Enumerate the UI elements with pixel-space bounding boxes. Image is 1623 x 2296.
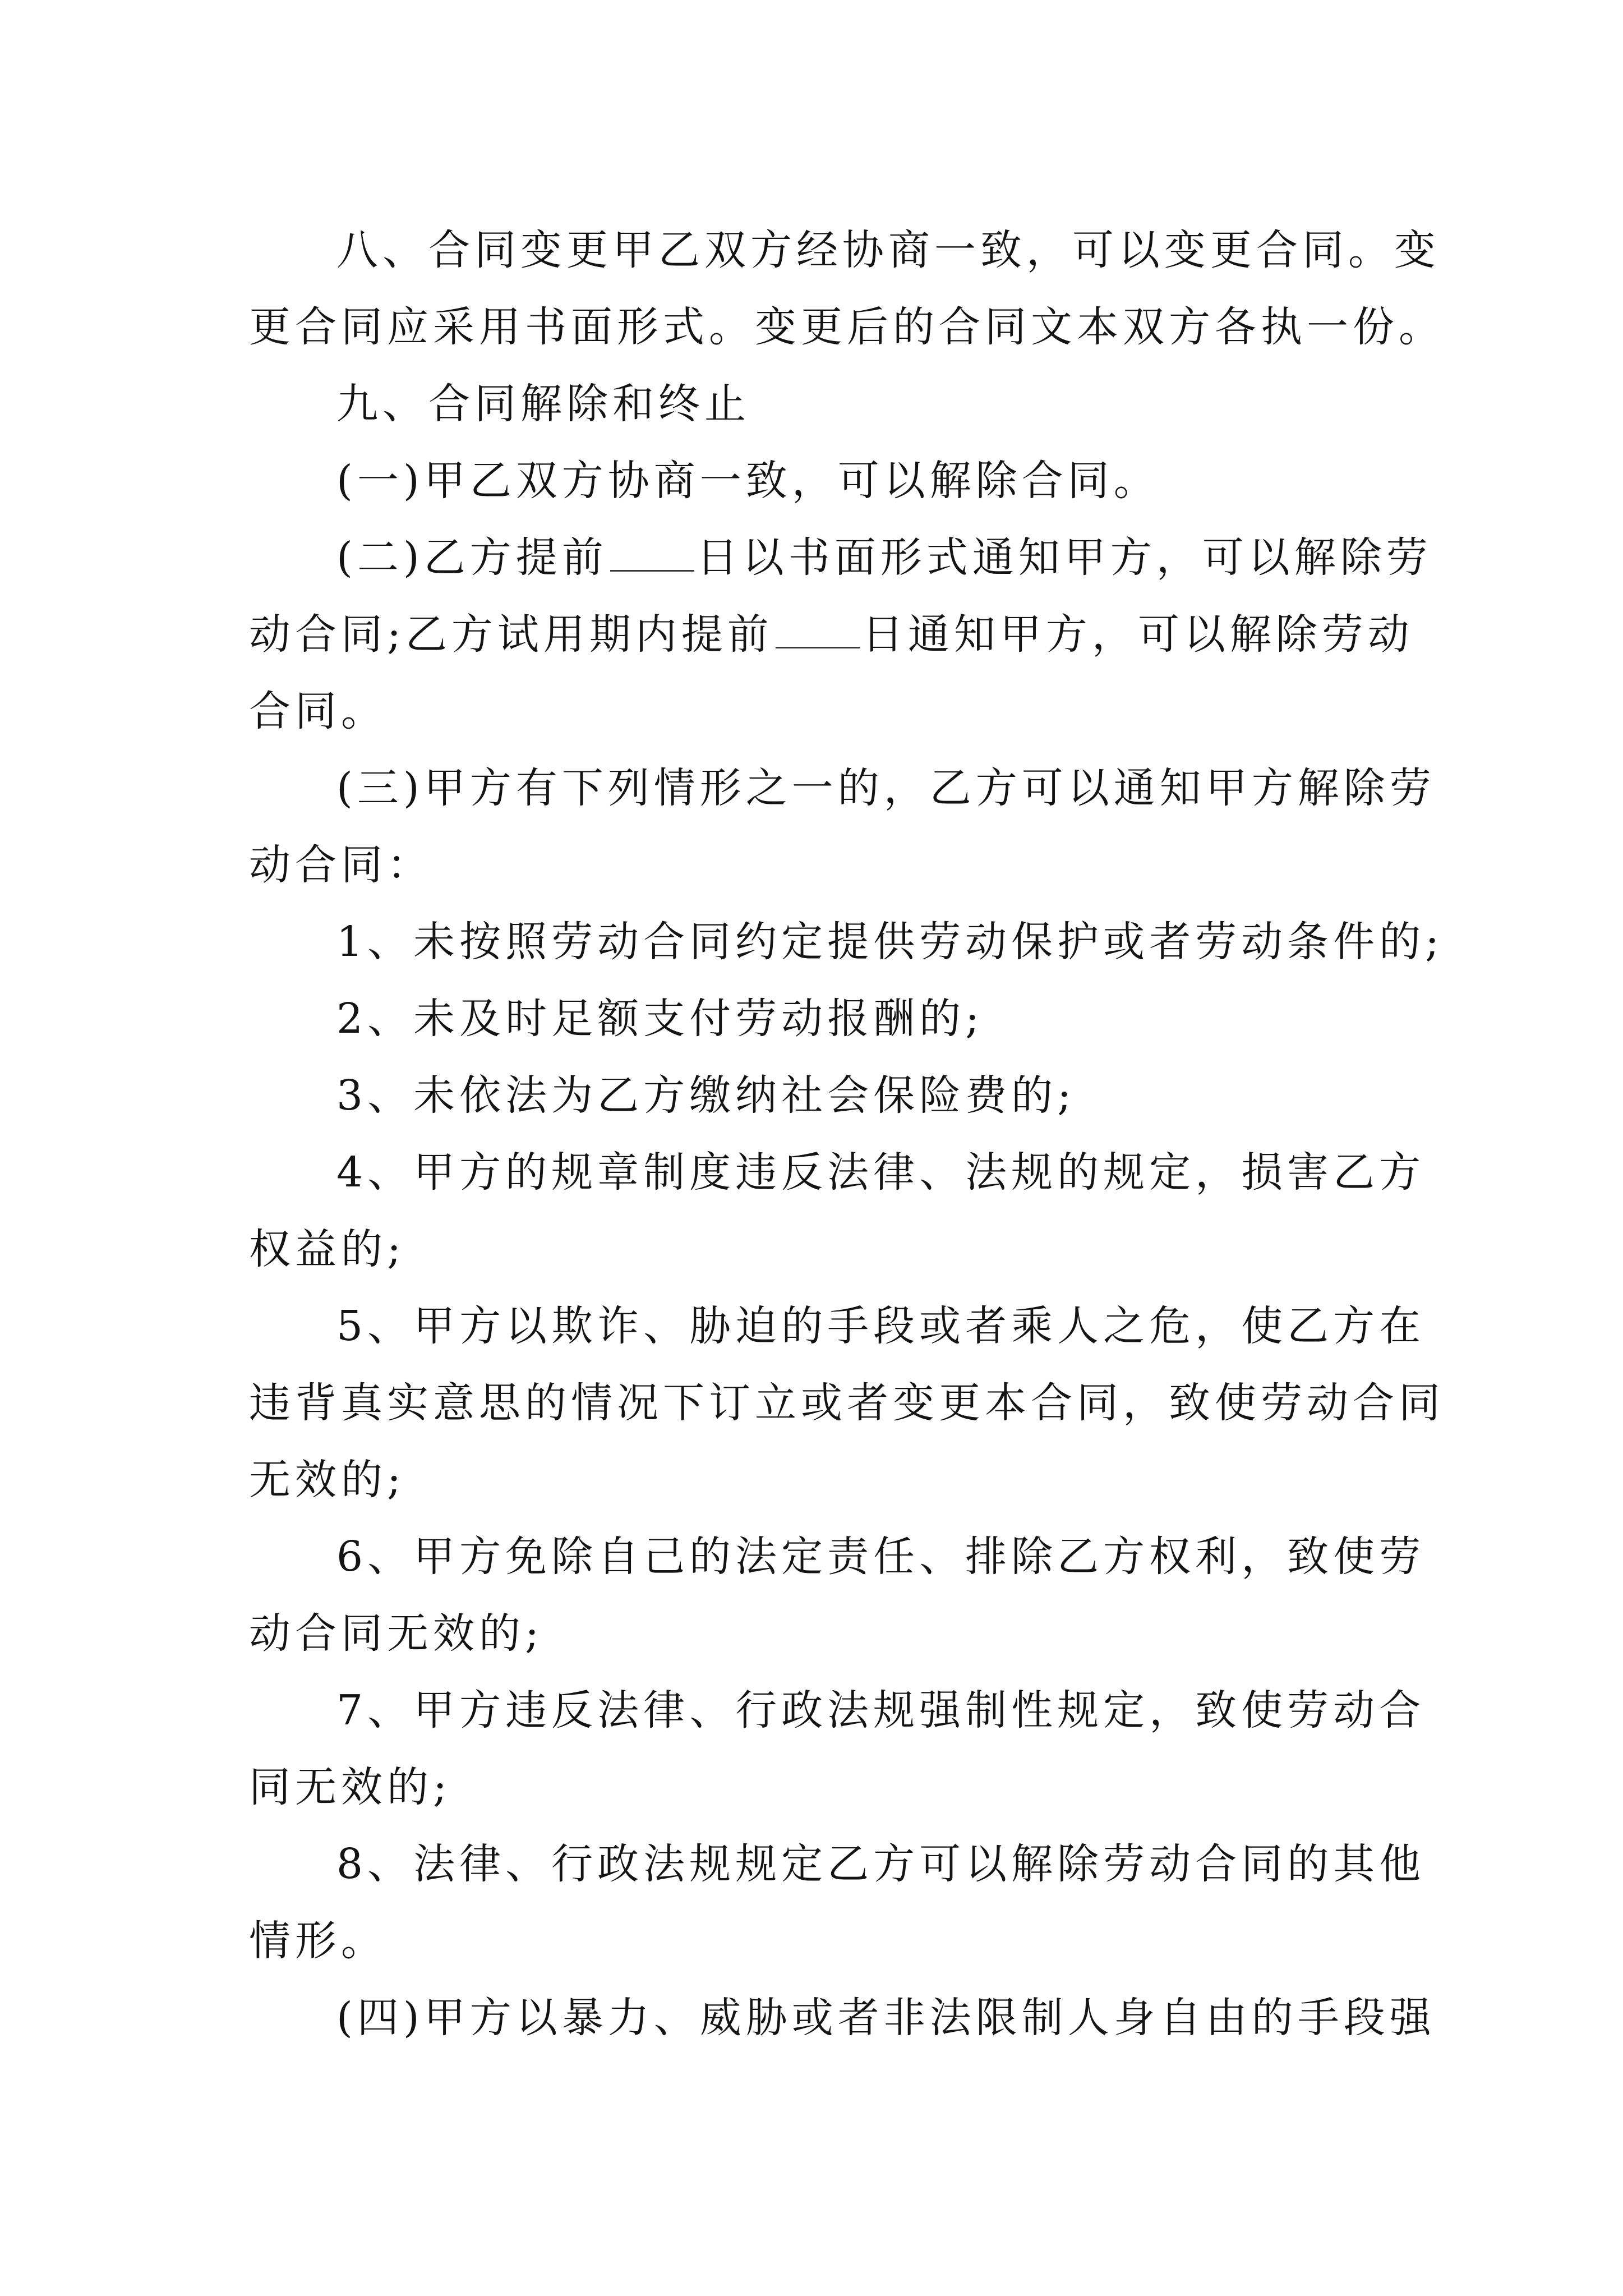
text-segment: 动合同;乙方试用期内提前 bbox=[249, 610, 773, 659]
text-line: 6、甲方免除自己的法定责任、排除乙方权利，致使劳 bbox=[336, 1533, 1426, 1581]
clause-8-contract-modification bbox=[249, 212, 1445, 366]
text-line: (四)甲方以暴力、威胁或者非法限制人身自由的手段强 bbox=[336, 1994, 1436, 2042]
text-line: 违背真实意思的情况下订立或者变更本合同，致使劳动合同 bbox=[249, 1379, 1445, 1427]
clause-9-item-4 bbox=[249, 1980, 1436, 2056]
fill-in-blank bbox=[776, 613, 860, 648]
clause-9-item-3 bbox=[249, 750, 1436, 904]
list-item-3 bbox=[249, 1057, 1387, 1134]
text-line: 动合同无效的; bbox=[249, 1609, 543, 1658]
text-line: 情形。 bbox=[249, 1917, 387, 1965]
list-item-4 bbox=[249, 1134, 1426, 1288]
text-line: 2、未及时足额支付劳动报酬的; bbox=[336, 995, 984, 1043]
text-segment: 日以书面形式通知甲方，可以解除劳 bbox=[696, 533, 1432, 582]
text-line: 更合同应采用书面形式。变更后的合同文本双方各执一份。 bbox=[249, 303, 1445, 351]
text-line: 八、合同变更甲乙双方经协商一致，可以变更合同。变 bbox=[336, 226, 1440, 274]
text-line: 8、法律、行政法规规定乙方可以解除劳动合同的其他 bbox=[336, 1840, 1426, 1888]
text-line: 7、甲方违反法律、行政法规强制性规定，致使劳动合 bbox=[336, 1686, 1426, 1734]
fill-in-blank bbox=[610, 536, 694, 572]
text-line: 无效的; bbox=[249, 1456, 405, 1504]
text-line: 动合同： bbox=[249, 841, 433, 889]
list-item-1 bbox=[249, 904, 1444, 981]
document-body bbox=[249, 212, 1445, 2056]
text-line: 3、未依法为乙方缴纳社会保险费的; bbox=[336, 1071, 1076, 1120]
text-line: 同无效的; bbox=[249, 1763, 451, 1811]
clause-9-heading bbox=[249, 366, 1387, 443]
text-line: 1、未按照劳动合同约定提供劳动保护或者劳动条件的; bbox=[336, 918, 1444, 966]
list-item-6 bbox=[249, 1519, 1426, 1672]
text-line: 5、甲方以欺诈、胁迫的手段或者乘人之危，使乙方在 bbox=[336, 1302, 1426, 1350]
clause-9-item-2 bbox=[249, 519, 1432, 750]
text-line: 权益的; bbox=[249, 1225, 405, 1273]
list-item-5 bbox=[249, 1288, 1445, 1519]
text-line bbox=[249, 519, 1432, 596]
text-line bbox=[249, 596, 1414, 673]
text-line: 九、合同解除和终止 bbox=[336, 380, 750, 428]
text-segment: 日通知甲方，可以解除劳动 bbox=[861, 610, 1414, 659]
list-item-8 bbox=[249, 1826, 1426, 1980]
list-item-7 bbox=[249, 1672, 1426, 1826]
text-segment: (二)乙方提前 bbox=[336, 533, 608, 582]
text-line: 4、甲方的规章制度违反法律、法规的规定，损害乙方 bbox=[336, 1148, 1426, 1197]
text-line: (三)甲方有下列情形之一的，乙方可以通知甲方解除劳 bbox=[336, 764, 1436, 812]
clause-9-item-1 bbox=[249, 443, 1387, 519]
text-line: 合同。 bbox=[249, 687, 387, 735]
list-item-2 bbox=[249, 981, 1387, 1057]
text-line: (一)甲乙双方协商一致，可以解除合同。 bbox=[336, 457, 1160, 505]
